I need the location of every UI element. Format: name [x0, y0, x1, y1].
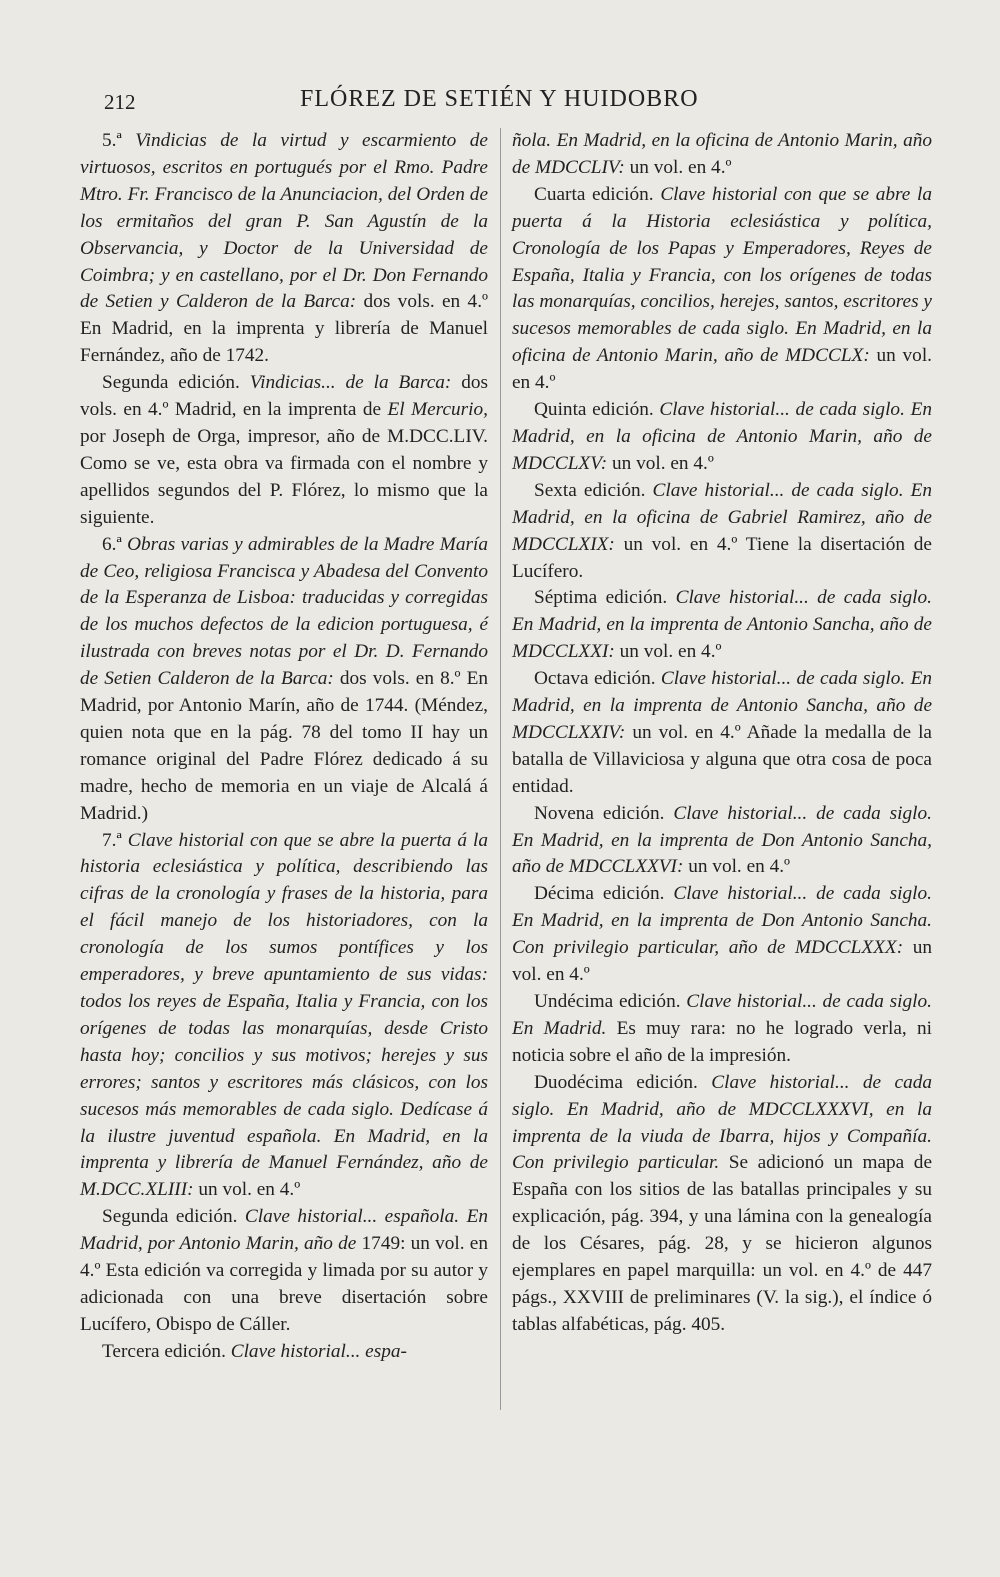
entry-paragraph [512, 182, 932, 397]
italic-title-text: Clave historial... de cada siglo. En Madrid, en la imprenta de Antonio Sancha, año de MDCCLXXI: [512, 587, 932, 663]
entry-paragraph [512, 801, 932, 882]
body-text: un vol. en 4.º [614, 641, 722, 663]
italic-title-text: Vindicias... de la Barca: [249, 372, 452, 394]
body-text: Duodécima edición. [534, 1071, 712, 1093]
entry-paragraph [512, 1070, 932, 1339]
body-text: dos vols. en 4.º En Madrid, en la imprenta y librería de Manuel Fernández, año de 1742. [80, 291, 488, 367]
column-divider [500, 128, 501, 1410]
italic-title-text: Clave historial con que se abre la puerta á la Historia eclesiástica y política, Cronología de los Papas y Emperadores, Reyes de España, Italia y Francia, con los orígenes de todas las monarquías, concilios, herejes, santos, escritores y sucesos memorables de cada siglo. En Madrid, en la oficina de Antonio Marin, año de MDCCLX: [512, 183, 933, 367]
body-text: Séptima edición. [534, 587, 676, 609]
body-text: un vol. en 4.º [193, 1179, 301, 1201]
page-title: FLÓREZ DE SETIÉN Y HUIDOBRO [300, 86, 699, 112]
entry-paragraph [80, 828, 488, 1205]
body-text: un vol. en 4.º Tiene la disertación de Lucífero. [512, 533, 932, 582]
entry-paragraph [80, 532, 488, 828]
entry-number: 6.ª [102, 533, 128, 555]
body-text: Quinta edición. [534, 399, 660, 421]
entry-paragraph [512, 989, 932, 1070]
entry-paragraph [80, 370, 488, 531]
body-text: Cuarta edición. [534, 183, 661, 205]
italic-title-text: Clave historial... española. En Madrid, por Antonio Marin, año de [80, 1206, 488, 1255]
italic-title-text: Vindicias de la virtud y escarmiento de virtuosos, escritos en portugués por el Rmo. Padre Mtro. Fr. Francisco de la Anunciacion, del Orden de los ermitaños del gran P. San Agustín de la Observancia, y Doctor de la Universidad de Coimbra; y en castellano, por el Dr. Don Fernando de Setien y Calderon de la Barca: [80, 130, 488, 313]
body-text: un vol. en 4.º [512, 937, 932, 986]
left-column [80, 128, 488, 1366]
italic-title-text: Clave historial... de cada siglo. En Madrid, en la imprenta de Don Antonio Sancha. Con privilegio particular, año de MDCCLXXX: [512, 883, 932, 959]
entry-paragraph [80, 1339, 488, 1366]
body-text: dos vols. en 8.º En Madrid, por Antonio Marín, año de 1744. (Méndez, quien nota que en la pág. 78 del tomo II hay un romance original del Padre Flórez dedicado á su madre, hecho de memoria en un viaje de Alcalá á Madrid.) [80, 668, 488, 824]
body-text: Octava edición. [534, 668, 661, 690]
body-text: Sexta edición. [534, 479, 653, 501]
body-text: Undécima edición. [534, 991, 687, 1012]
italic-title-text: ñola. En Madrid, en la oficina de Antonio Marin, año de MDCCLIV: [512, 130, 932, 178]
body-text: Segunda edición. [102, 1206, 245, 1228]
entry-paragraph [512, 666, 932, 801]
body-text: un vol. en 4.º [624, 156, 732, 178]
italic-title-text: Clave historial con que se abre la puerta á la historia eclesiástica y política, describiendo las cifras de la cronología y frases de la historia, para el fácil manejo de los historiadores, con la cronología de los sumos pontífices y los emperadores, y breve apuntamiento de sus vidas: todos los reyes de España, Italia y Francia, con los orígenes de todas las monarquías, desde Cristo hasta hoy; concilios y sus motivos; herejes y sus errores; santos y escritores más clásicos, con los sucesos más memorables de cada siglo. Dedícase á la ilustre juventud española. En Madrid, en la imprenta y librería de Manuel Fernández, año de M.DCC.XLIII: [80, 829, 488, 1201]
body-text: por Joseph de Orga, impresor, año de M.DCC.LIV. Como se ve, esta obra va firmada con el nombre y apellidos segundos del P. Flórez, lo mismo que la siguiente. [80, 425, 488, 528]
italic-title-text: Clave historial... de cada siglo. En Madrid. [512, 991, 932, 1039]
italic-title-text: Clave historial... espa- [230, 1340, 407, 1362]
body-text: Se adicionó un mapa de España con los sitios de las batallas principales y su explicación, pág. 394, y una lámina con la genealogía de los Césares, pág. 28, y se hicieron algunos ejemplares en papel marquilla: un vol. en 4.º de 447 págs., XXVIII de preliminares (V. la sig.), el índice ó tablas alfabéticas, pág. 405. [512, 1152, 932, 1335]
entry-paragraph [80, 128, 488, 370]
body-text: dos vols. en 4.º Madrid, en la imprenta de [80, 372, 489, 421]
italic-title-text: Clave historial... de cada siglo. En Madrid, en la imprenta de Don Antonio Sancha, año de MDCCLXXVI: [512, 802, 932, 878]
entry-number: 7.ª [102, 829, 128, 851]
body-text: un vol. en 4.º Añade la medalla de la batalla de Villaviciosa y alguna que otra cosa de poca entidad. [512, 721, 932, 797]
entry-paragraph [512, 128, 932, 182]
body-text: un vol. en 4.º [512, 345, 932, 394]
body-text: Décima edición. [534, 883, 674, 905]
body-text: 1749: un vol. en 4.º Esta edición va corregida y limada por su autor y adicionada con una breve disertación sobre Lucífero, Obispo de Cáller. [80, 1233, 489, 1335]
page-number: 212 [104, 90, 136, 114]
entry-paragraph [512, 397, 932, 478]
italic-title-text: Clave historial... de cada siglo. En Madrid, año de MDCCLXXXVI, en la imprenta de la viuda de Ibarra, hijos y Compañía. Con privilegio particular. [512, 1071, 932, 1174]
italic-title-text: Clave historial... de cada siglo. En Madrid, en la oficina de Antonio Marin, año de MDCCLXV: [512, 399, 932, 474]
italic-title-text: Obras varias y admirables de la Madre María de Ceo, religiosa Francisca y Abadesa del Convento de la Esperanza de Lisboa: traducidas y corregidas de los muchos defectos de la edicion portuguesa, é ilustrada con breves notas por el Dr. D. Fernando de Setien Calderon de la Barca: [80, 533, 488, 690]
body-text: Tercera edición. [102, 1340, 231, 1362]
body-text: un vol. en 4.º [607, 452, 714, 474]
body-text: Es muy rara: no he logrado verla, ni noticia sobre el año de la impresión. [512, 1017, 932, 1066]
entry-number: 5.ª [102, 130, 136, 151]
body-text: un vol. en 4.º [683, 856, 791, 878]
entry-paragraph [512, 478, 932, 586]
body-text: Segunda edición. [102, 372, 250, 394]
italic-title-text: Clave historial... de cada siglo. En Madrid, en la oficina de Gabriel Ramirez, año de MDCCLXIX: [512, 479, 932, 555]
body-text: Novena edición. [534, 802, 674, 824]
italic-title-text: Clave historial... de cada siglo. En Madrid, en la imprenta de Antonio Sancha, año de MDCCLXXIV: [512, 668, 932, 743]
italic-title-text: El Mercurio, [387, 399, 488, 421]
entry-paragraph [512, 881, 932, 989]
entry-paragraph [80, 1204, 488, 1339]
entry-paragraph [512, 585, 932, 666]
running-head [0, 86, 1000, 120]
right-column [512, 128, 932, 1339]
